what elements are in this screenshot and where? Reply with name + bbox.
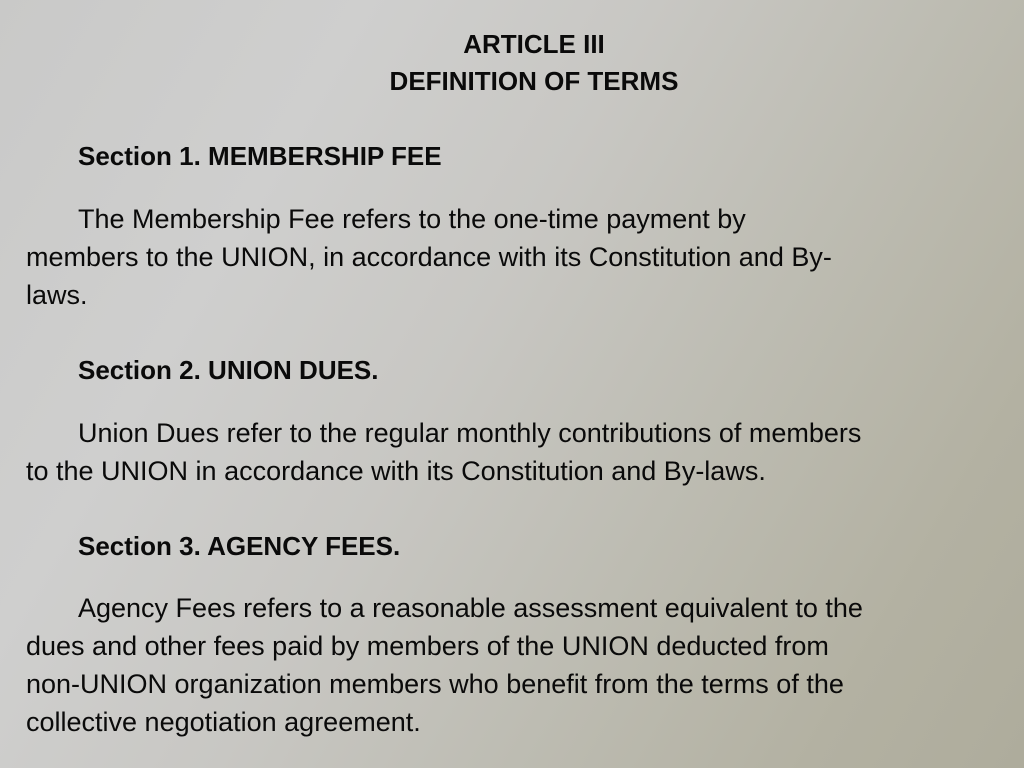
section-1-body: [26, 200, 1001, 314]
section-3-line: non-UNION organization members who benefit from the terms of the: [26, 669, 844, 699]
section-1-line: laws.: [26, 280, 88, 310]
section-3-body: [26, 589, 1001, 741]
article-subtitle: DEFINITION OF TERMS: [389, 66, 679, 96]
section-3-line: collective negotiation agreement.: [26, 707, 421, 737]
section-1-line: The Membership Fee refers to the one-time payment by: [78, 204, 746, 234]
section-2-heading: Section 2. UNION DUES.: [78, 355, 379, 385]
section-3-heading: Section 3. AGENCY FEES.: [78, 531, 401, 561]
section-1-heading: Section 1. MEMBERSHIP FEE: [78, 141, 442, 171]
section-3-line: dues and other fees paid by members of the UNION deducted from: [26, 631, 829, 661]
section-2-body: [26, 414, 1001, 490]
article-title: ARTICLE III: [463, 29, 605, 59]
section-3-line: Agency Fees refers to a reasonable assessment equivalent to the: [78, 593, 863, 623]
section-2-line: to the UNION in accordance with its Constitution and By-laws.: [26, 456, 766, 486]
section-2-line: Union Dues refer to the regular monthly contributions of members: [78, 418, 862, 448]
section-1-line: members to the UNION, in accordance with its Constitution and By-: [26, 242, 832, 272]
